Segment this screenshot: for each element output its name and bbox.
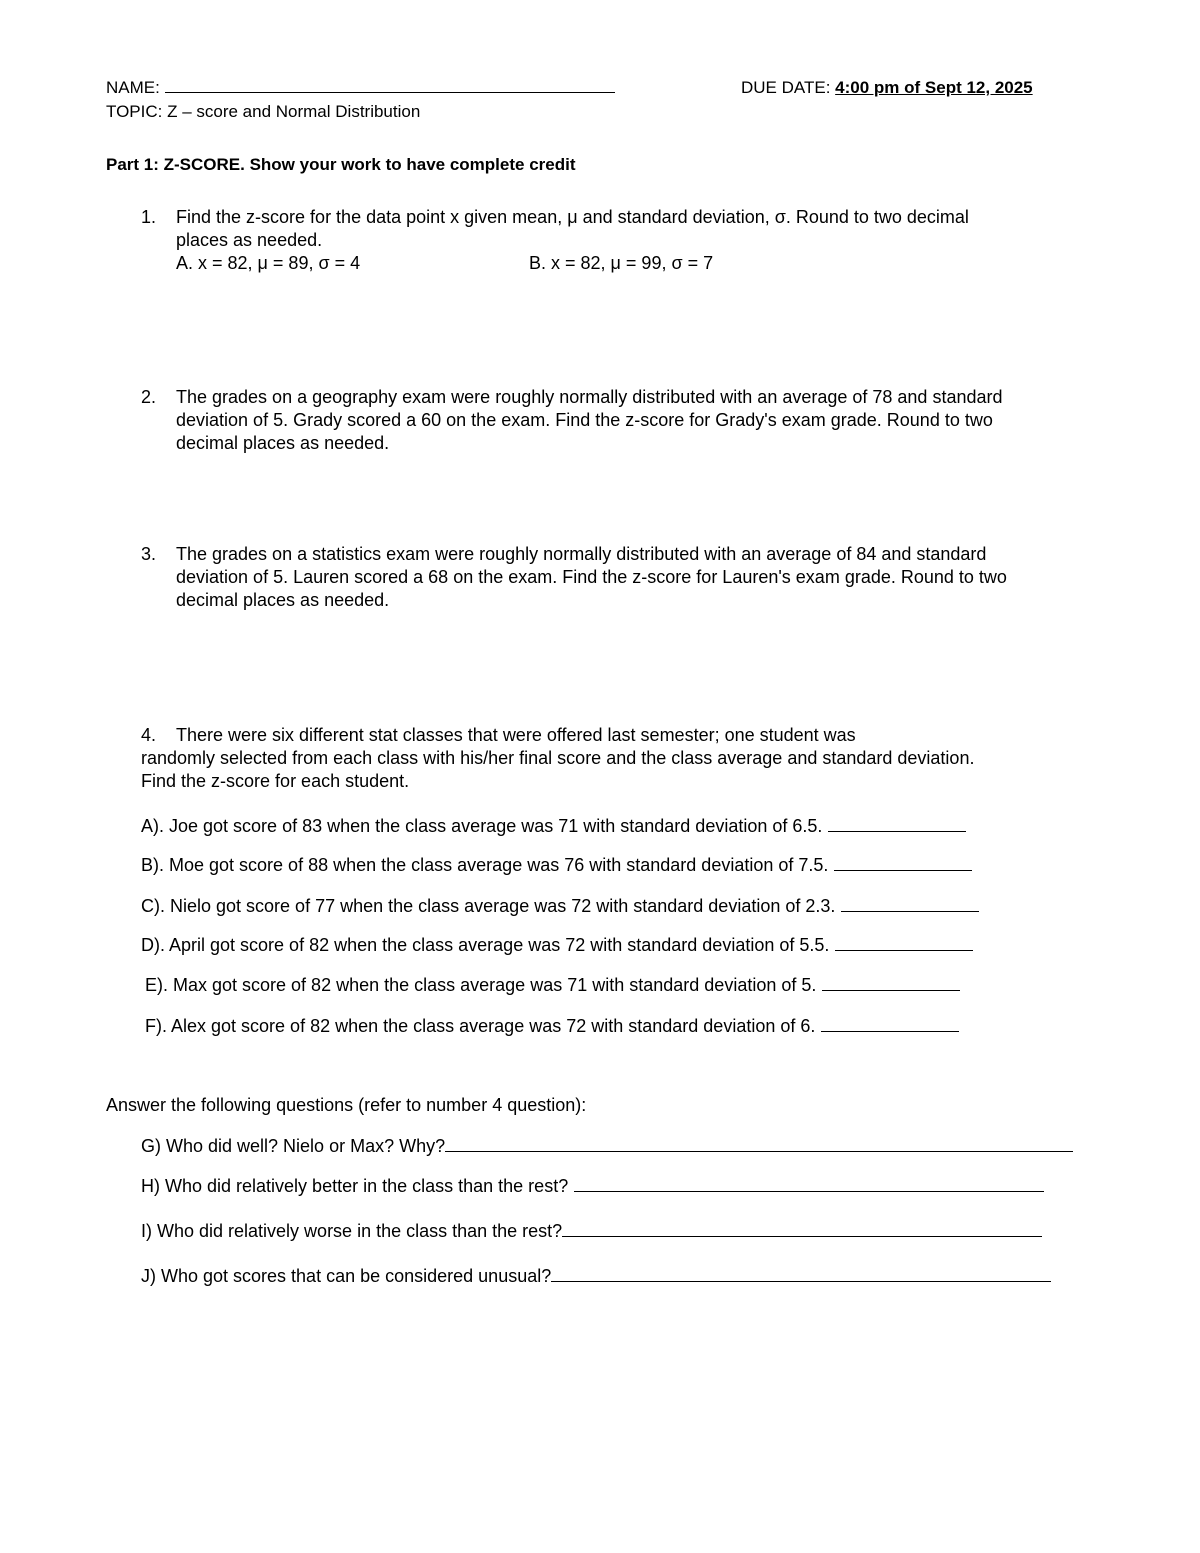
- q4-item-e-answer[interactable]: [822, 974, 960, 991]
- followup-intro: Answer the following questions (refer to number 4 question):: [106, 1095, 587, 1115]
- q4-item-b-answer[interactable]: [834, 854, 972, 871]
- due-date-value: 4:00 pm of Sept 12, 2025: [835, 78, 1033, 97]
- name-field[interactable]: [165, 76, 615, 93]
- q4-item-a-answer[interactable]: [828, 815, 966, 832]
- part1-title: Part 1: Z-SCORE. Show your work to have complete credit: [106, 155, 576, 174]
- q4-item-c-answer[interactable]: [841, 895, 979, 912]
- q1-number: 1.: [141, 207, 157, 227]
- followup-i-answer[interactable]: [562, 1220, 1042, 1237]
- q4-item-d: [141, 934, 973, 957]
- q4-number: 4.: [141, 725, 157, 745]
- followup-h: [141, 1175, 1044, 1198]
- followup-i-text: I) Who did relatively worse in the class than the rest?: [141, 1221, 563, 1241]
- q3-line3: decimal places as needed.: [176, 590, 390, 610]
- followup-g-text: G) Who did well? Nielo or Max? Why?: [141, 1136, 446, 1156]
- q1-part-a: A. x = 82, μ = 89, σ = 4: [176, 253, 361, 273]
- q3-line1: The grades on a statistics exam were roughly normally distributed with an average of 84 and standard: [176, 544, 987, 564]
- q1-line1: Find the z-score for the data point x given mean, μ and standard deviation, σ. Round to two decimal: [176, 207, 969, 227]
- topic-line: TOPIC: Z – score and Normal Distribution: [106, 102, 421, 121]
- q4-item-a-text: A). Joe got score of 83 when the class average was 71 with standard deviation of 6.5.: [141, 816, 823, 836]
- q4-item-b: [141, 854, 972, 877]
- q4-line3: Find the z-score for each student.: [141, 771, 410, 791]
- q4-item-f-text: F). Alex got score of 82 when the class average was 72 with standard deviation of 6.: [145, 1016, 816, 1036]
- q4-item-a: [141, 815, 966, 838]
- q1-line2: places as needed.: [176, 230, 323, 250]
- due-date-line: [741, 76, 1033, 99]
- q4-item-c-text: C). Nielo got score of 77 when the class average was 72 with standard deviation of 2.3.: [141, 896, 836, 916]
- q4-item-e: [145, 974, 960, 997]
- q4-item-d-text: D). April got score of 82 when the class average was 72 with standard deviation of 5.5.: [141, 935, 830, 955]
- followup-j: [141, 1265, 1051, 1288]
- name-label: NAME:: [106, 78, 160, 97]
- q4-line2: randomly selected from each class with his/her final score and the class average and standard deviation.: [141, 748, 975, 768]
- q1-part-b: B. x = 82, μ = 99, σ = 7: [529, 253, 714, 273]
- q3-number: 3.: [141, 544, 157, 564]
- followup-h-text: H) Who did relatively better in the class than the rest?: [141, 1176, 569, 1196]
- q2-line2: deviation of 5. Grady scored a 60 on the exam. Find the z-score for Grady's exam grade. Round to two: [176, 410, 993, 430]
- followup-i: [141, 1220, 1042, 1243]
- q4-item-d-answer[interactable]: [835, 934, 973, 951]
- q4-item-c: [141, 895, 979, 918]
- q4-item-b-text: B). Moe got score of 88 when the class average was 76 with standard deviation of 7.5.: [141, 855, 829, 875]
- q2-number: 2.: [141, 387, 157, 407]
- q3-line2: deviation of 5. Lauren scored a 68 on the exam. Find the z-score for Lauren's exam grade. Round to two: [176, 567, 1007, 587]
- followup-g-answer[interactable]: [445, 1135, 1073, 1152]
- followup-j-text: J) Who got scores that can be considered unusual?: [141, 1266, 552, 1286]
- followup-j-answer[interactable]: [551, 1265, 1051, 1282]
- followup-g: [141, 1135, 1073, 1158]
- q4-item-e-text: E). Max got score of 82 when the class average was 71 with standard deviation of 5.: [145, 975, 817, 995]
- q2-line1: The grades on a geography exam were roughly normally distributed with an average of 78 and standard: [176, 387, 1003, 407]
- q4-item-f-answer[interactable]: [821, 1015, 959, 1032]
- q4-item-f: [145, 1015, 959, 1038]
- due-date-label: DUE DATE:: [741, 78, 831, 97]
- q4-line1: There were six different stat classes that were offered last semester; one student was: [176, 725, 856, 745]
- q2-line3: decimal places as needed.: [176, 433, 390, 453]
- name-line: [106, 76, 615, 99]
- followup-h-answer[interactable]: [574, 1175, 1044, 1192]
